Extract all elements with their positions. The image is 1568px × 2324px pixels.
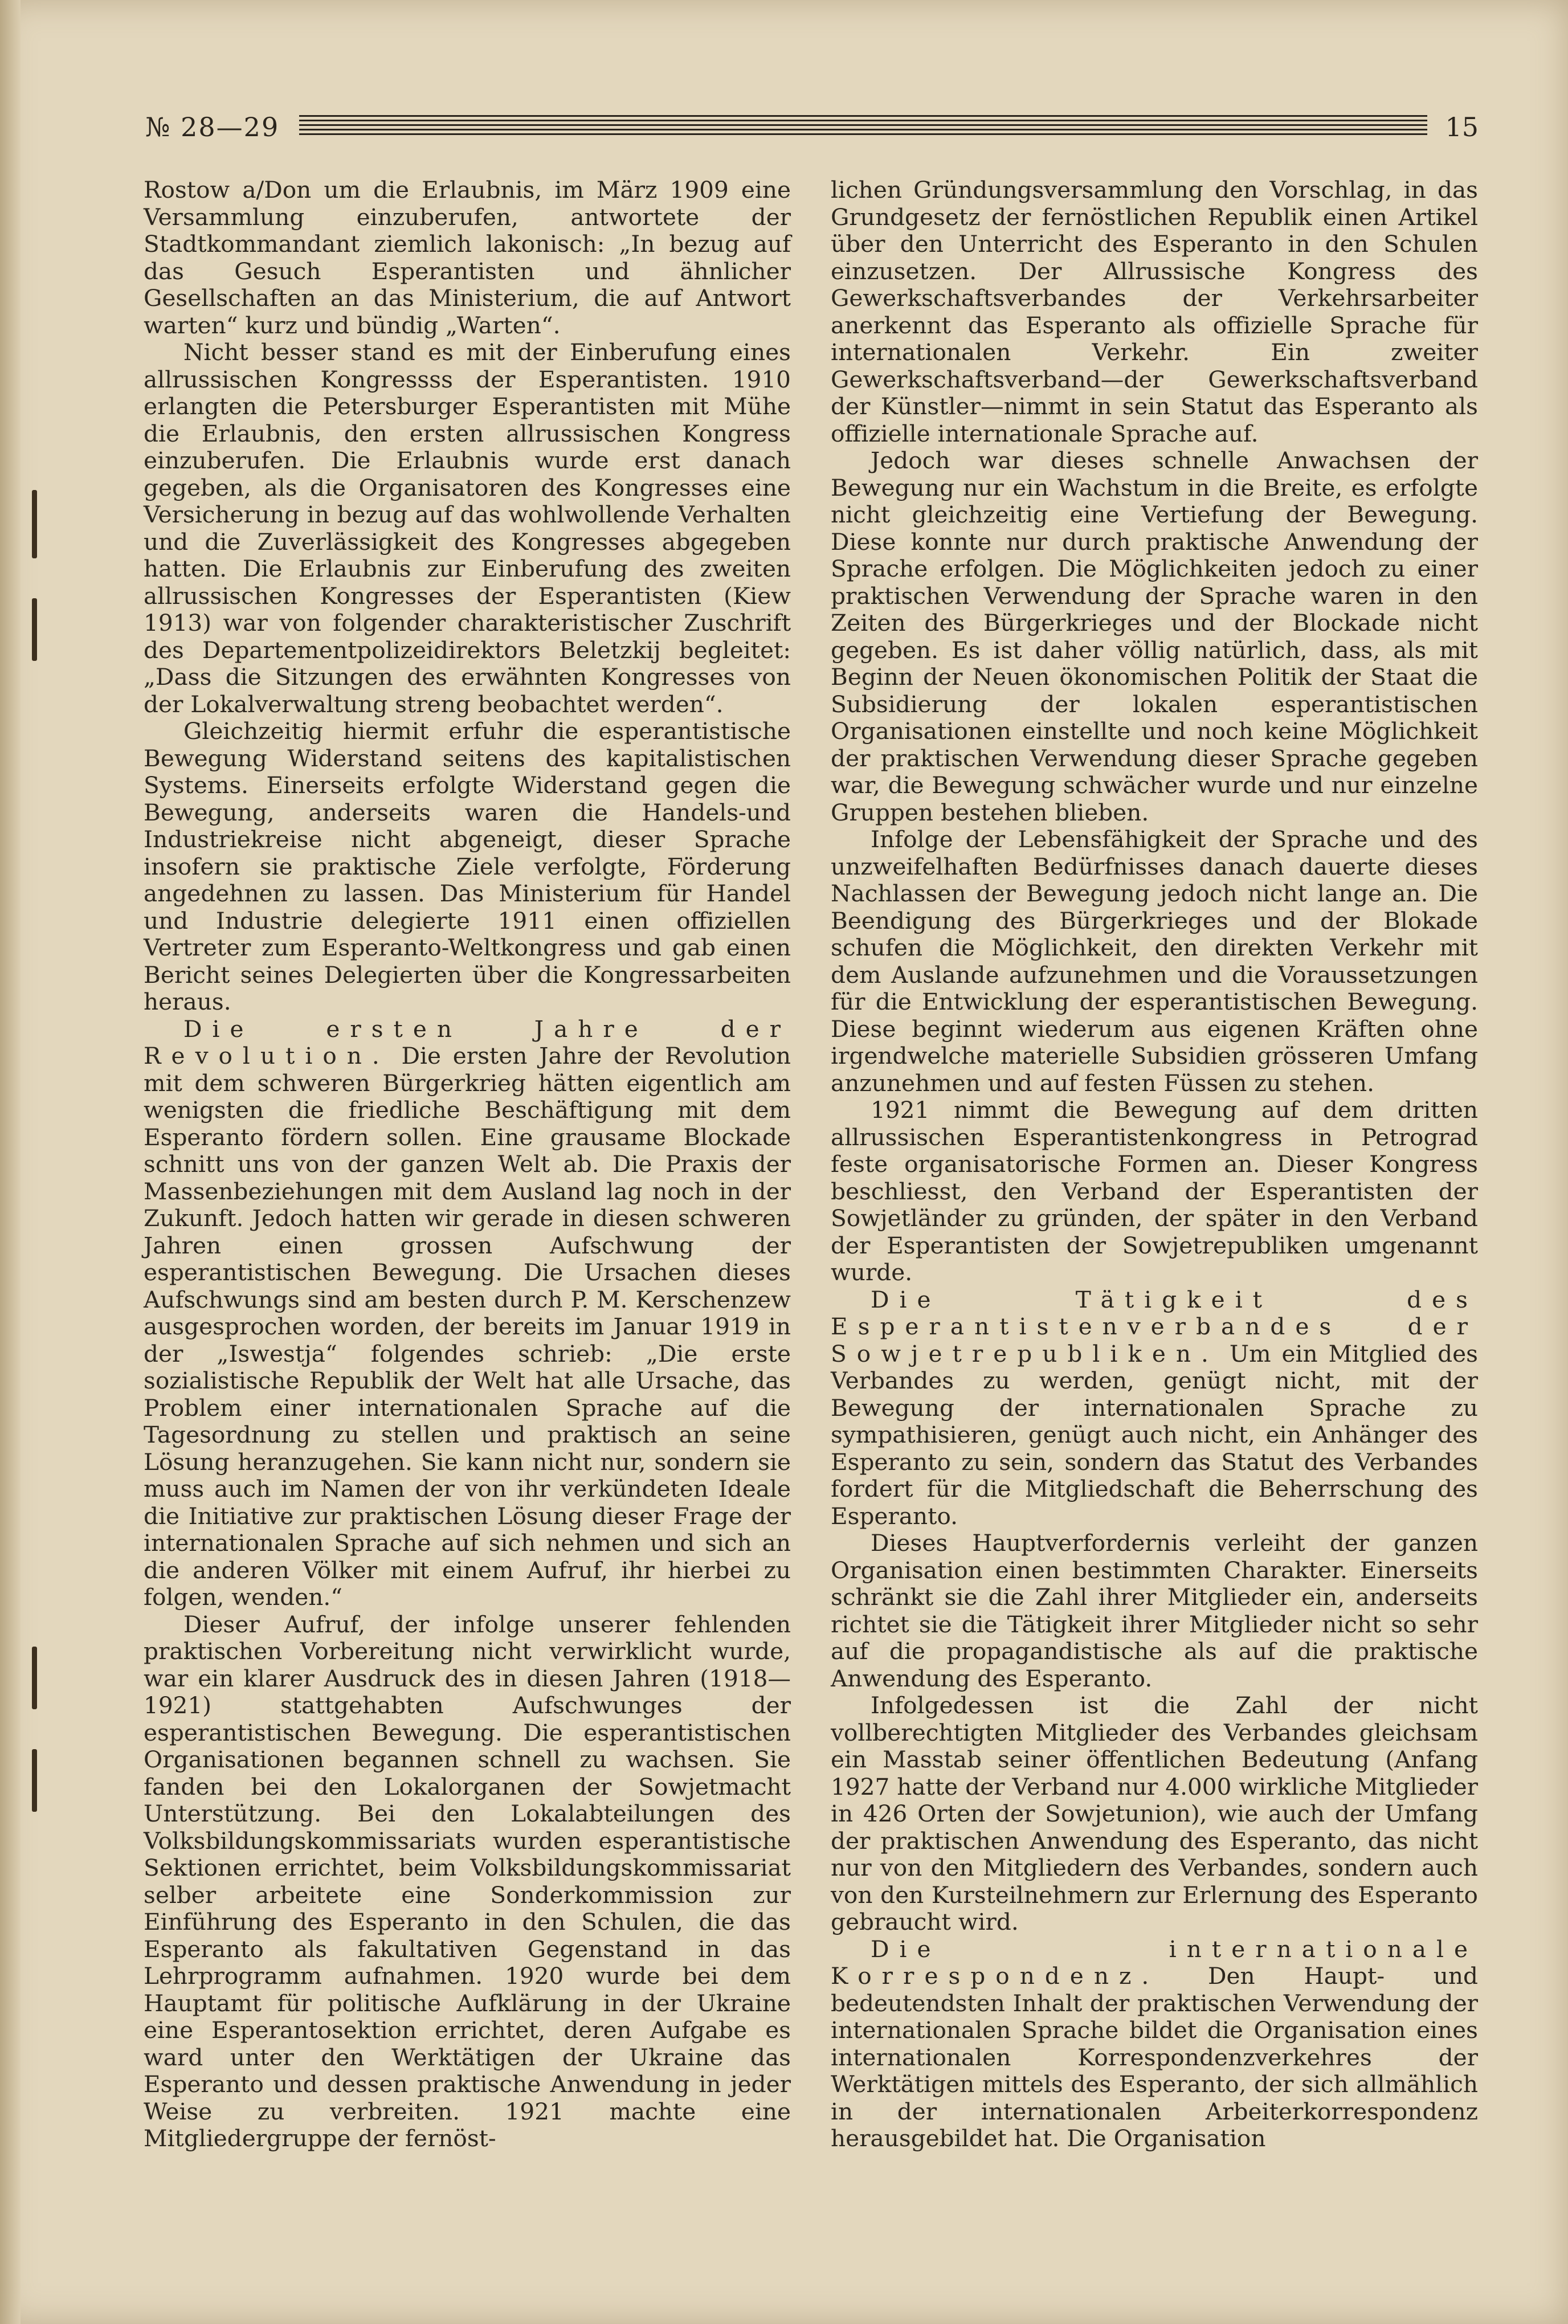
page-number: 15 bbox=[1445, 112, 1479, 142]
paragraph bbox=[831, 826, 1478, 1097]
paragraph-text: Jedoch war dieses schnelle Anwachsen der Bewegung nur ein Wachstum in die Breite, es erfolgte nicht gleichzeitig eine Vertiefung der Bewegung. Diese konnte nur durch praktische Anwendung der Sprache erfolgen. Die Möglichkeiten jedoch zu einer praktischen Verwendung der Sprache waren in den Zeiten des Bürgerkrieges und der Blockade nicht gegeben. Es ist daher völlig natürlich, dass, als mit Beginn der Neuen ökonomischen Politik der Staat die Subsidierung der lokalen esperantistischen Organisationen einstellte und noch keine Möglichkeit der praktischen Verwendung dieser Sprache gegeben war, die Bewegung schwächer wurde und nur einzelne Gruppen bestehen blieben. bbox=[831, 447, 1478, 826]
paragraph-text: Infolge der Lebensfähigkeit der Sprache und des unzweifelhaften Bedürfnisses danach dauerte dieses Nachlassen der Bewegung jedoch nicht lange an. Die Beendigung des Bürgerkrieges und der Blokade schufen die Möglichkeit, den direkten Verkehr mit dem Auslande aufzunehmen und die Voraussetzungen für die Entwicklung der esperantistischen Bewegung. Diese beginnt wiederum aus eigenen Kräften ohne irgendwelche materielle Subsidien grösseren Umfang anzunehmen und auf festen Füssen zu stehen. bbox=[831, 826, 1478, 1097]
paragraph-text: Nicht besser stand es mit der Einberufung eines allrussischen Kongressss der Esperantisten. 1910 erlangten die Petersburger Esperantisten mit Mühe die Erlaubnis, den ersten allrussischen Kongress einzuberufen. Die Erlaubnis wurde erst danach gegeben, als die Organisatoren des Kongresses eine Versicherung in bezug auf das wohlwollende Verhalten und die Zuverlässigkeit des Kongresses abgegeben hatten. Die Erlaubnis zur Einberufung des zweiten allrussischen Kongresses der Esperantisten (Kiew 1913) war von folgender charakteristischer Zuschrift des Departementpolizeidirektors Beletzkij begleitet: „Dass die Sitzungen des erwähnten Kongresses von der Lokalverwaltung streng beobachtet werden“. bbox=[144, 338, 791, 718]
section-heading: Die internationale Korrespondenz. bbox=[831, 1935, 1478, 1990]
stitch-mark bbox=[32, 598, 37, 661]
stitch-mark bbox=[32, 490, 37, 558]
paragraph-text: Den Haupt- und bedeutendsten Inhalt der praktischen Verwendung der internationalen Sprache bildet die Organisation eines internationalen Korrespondenzverkehres der Werktätigen mittels des Esperanto, der sich allmählich in der internationalen Arbeiterkorrespondenz herausgebildet hat. Die Organisation bbox=[831, 1962, 1478, 2152]
paragraph-text: Dieses Hauptverfordernis verleiht der ganzen Organisation einen bestimmten Charakter. Einerseits schränkt sie die Zahl ihrer Mitglieder ein, anderseits richtet sie die Tätigkeit ihrer Mitglieder nicht so sehr auf die propagandistische als auf die praktische Anwendung des Esperanto. bbox=[831, 1529, 1478, 1692]
paragraph bbox=[144, 1016, 791, 1611]
stitch-mark bbox=[32, 1647, 37, 1709]
paragraph-text: Um ein Mitglied des Verbandes zu werden, genügt nicht, mit der Bewegung der internationalen Sprache zu sympathisieren, genügt auch nicht, ein Anhänger des Esperanto zu sein, sondern das Statut des Verbandes fordert für die Mitgliedschaft die Beherrschung des Esperanto. bbox=[831, 1339, 1478, 1530]
page-header bbox=[145, 107, 1479, 147]
stitch-mark bbox=[32, 1749, 37, 1812]
paragraph bbox=[831, 447, 1478, 826]
paragraph-text: Die ersten Jahre der Revolution mit dem schweren Bürgerkrieg hätten eigentlich am wenigsten die friedliche Beschäftigung mit dem Esperanto fördern sollen. Eine grausame Blockade schnitt uns von der ganzen Welt ab. Die Praxis der Massenbeziehungen mit dem Ausland lag noch in der Zukunft. Jedoch hatten wir gerade in diesen schweren Jahren einen grossen Aufschwung der esperantistischen Bewegung. Die Ursachen dieses Aufschwungs sind am besten durch P. M. Kerschenzew ausgesprochen worden, der bereits im Januar 1919 in der „Iswestja“ folgendes schrieb: „Die erste sozialistische Republik der Welt hat alle Ursache, das Problem einer internationalen Sprache auf die Tagesordnung zu stellen und praktisch an seine Lösung heranzugehen. Sie kann nicht nur, sondern sie muss auch im Namen der von ihr verkündeten Ideale die Initiative zur praktischen Lösung dieser Frage der internationalen Sprache auf sich nehmen und sich an die anderen Völker mit einem Aufruf, ihr hierbei zu folgen, wenden.“ bbox=[144, 1042, 791, 1611]
section-heading: Die Tätigkeit des Esperantistenverbandes der Sowjetrepubliken. bbox=[831, 1285, 1478, 1367]
right-text-column bbox=[831, 177, 1478, 2153]
paragraph bbox=[144, 339, 791, 718]
paragraph bbox=[831, 177, 1478, 447]
paragraph bbox=[144, 177, 791, 339]
paragraph bbox=[831, 1530, 1478, 1692]
page-binding-edge bbox=[0, 0, 21, 2324]
paragraph bbox=[831, 1286, 1478, 1530]
paragraph bbox=[831, 1097, 1478, 1286]
paragraph-text: lichen Gründungsversammlung den Vorschlag, in das Grundgesetz der fernöstlichen Republik einen Artikel über den Unterricht des Esperanto in den Schulen einzusetzen. Der Allrussische Kongress des Gewerkschaftsverbandes der Verkehrsarbeiter anerkennt das Esperanto als offizielle Sprache für internationalen Verkehr. Ein zweiter Gewerkschaftsverband—der Gewerkschaftsverband der Künstler—nimmt in sein Statut das Esperanto als offizielle internationale Sprache auf. bbox=[831, 176, 1478, 447]
paragraph bbox=[831, 1692, 1478, 1936]
section-heading: Die ersten Jahre der Revolution. bbox=[144, 1015, 791, 1069]
paragraph-text: Rostow a/Don um die Erlaubnis, im März 1909 eine Versammlung einzuberufen, antwortete der Stadtkommandant ziemlich lakonisch: „In bezug auf das Gesuch Esperantisten und ähnlicher Gesellschaften an das Ministerium, die auf Antwort warten“ kurz und bündig „Warten“. bbox=[144, 176, 791, 339]
paragraph-text: Infolgedessen ist die Zahl der nicht vollberechtigten Mitglieder des Verbandes gleichsam ein Masstab seiner öffentlichen Bedeutung (Anfang 1927 hatte der Verband nur 4.000 wirkliche Mitglieder in 426 Orten der Sowjetunion), wie auch der Umfang der praktischen Anwendung des Esperanto, das nicht nur von den Mitgliedern des Verbandes, sondern auch von den Kursteilnehmern zur Erlernung des Esperanto gebraucht wird. bbox=[831, 1692, 1478, 1935]
binding-stitch-marks bbox=[23, 467, 51, 1835]
paragraph-text: Dieser Aufruf, der infolge unserer fehlenden praktischen Vorbereitung nicht verwirklicht wurde, war ein klarer Ausdruck des in diesen Jahren (1918—1921) stattgehabten Aufschwunges der esperantistischen Bewegung. Die esperantistischen Organisationen begannen schnell zu wachsen. Sie fanden bei den Lokalorganen der Sowjetmacht Unterstützung. Bei den Lokalabteilungen des Volksbildungskommissariats wurden esperantistische Sektionen errichtet, beim Volksbildungskommissariat selber arbeitete eine Sonderkommission zur Einführung des Esperanto in den Schulen, die das Esperanto als fakultativen Gegenstand in das Lehrprogramm aufnahmen. 1920 wurde bei dem Hauptamt für politische Aufklärung in der Ukraine eine Esperantosektion errichtet, deren Aufgabe es ward unter den Werktätigen der Ukraine das Esperanto und dessen praktische Anwendung in jeder Weise zu verbreiten. 1921 machte eine Mitgliedergruppe der fernöst- bbox=[144, 1610, 791, 2152]
paragraph bbox=[144, 718, 791, 1016]
paragraph bbox=[831, 1936, 1478, 2153]
left-text-column bbox=[144, 177, 791, 2153]
issue-number: № 28—29 bbox=[145, 112, 280, 142]
paragraph bbox=[144, 1611, 791, 2153]
header-rule bbox=[299, 115, 1427, 137]
paragraph-text: Gleichzeitig hiermit erfuhr die esperantistische Bewegung Widerstand seitens des kapitalistischen Systems. Einerseits erfolgte Widerstand gegen die Bewegung, anderseits waren die Handels-und Industriekreise nicht abgeneigt, dieser Sprache insofern sie praktische Ziele verfolgte, Förderung angedehnen zu lassen. Das Ministerium für Handel und Industrie delegierte 1911 einen offiziellen Vertreter zum Esperanto-Weltkongress und gab einen Bericht seines Delegierten über die Kongressarbeiten heraus. bbox=[144, 717, 791, 1015]
paragraph-text: 1921 nimmt die Bewegung auf dem dritten allrussischen Esperantistenkongress in Petrograd feste organisatorische Formen an. Dieser Kongress beschliesst, den Verband der Esperantisten der Sowjetländer zu gründen, der später in den Verband der Esperantisten der Sowjetrepubliken umgenannt wurde. bbox=[831, 1096, 1478, 1286]
